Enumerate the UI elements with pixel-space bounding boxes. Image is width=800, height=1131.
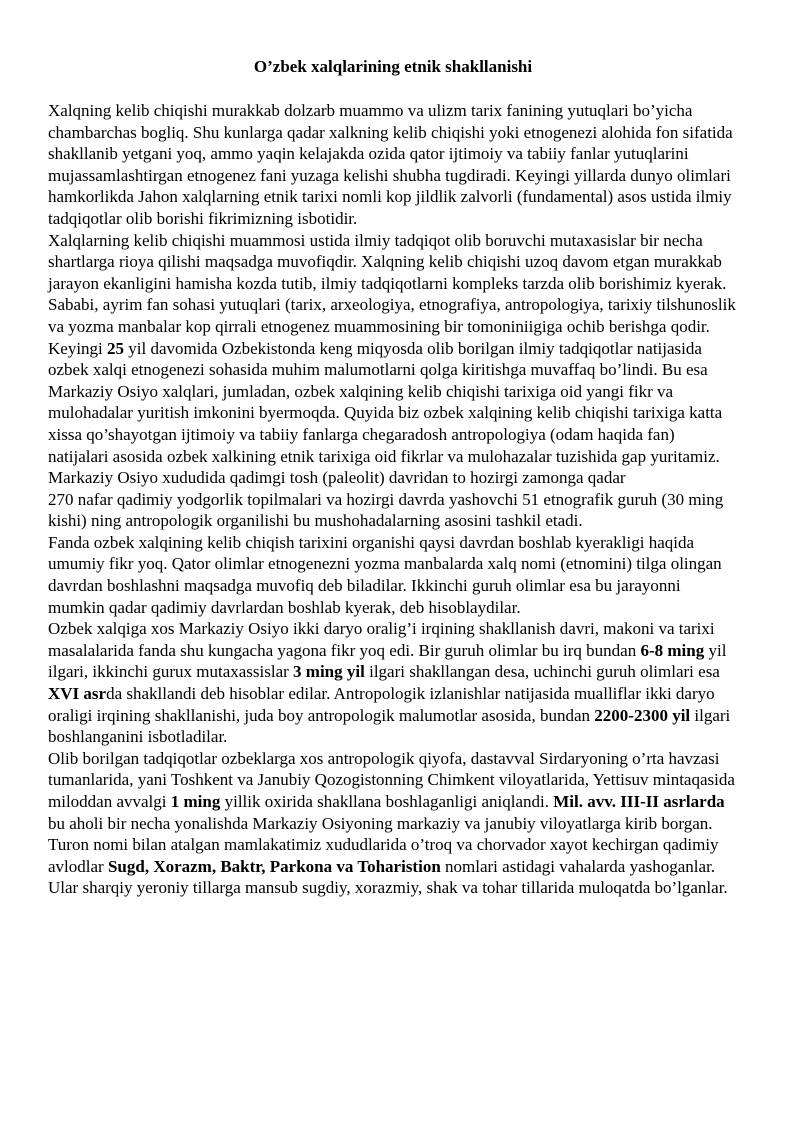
bold-text: 1 ming: [170, 792, 221, 811]
text-run: yillik oxirida shakllana boshlaganligi aniqlandi.: [220, 792, 554, 811]
paragraph: [48, 467, 738, 532]
text-run: bu aholi bir necha yonalishda Markaziy Osiyoning markaziy va janubiy viloyatlarga kirib borgan.: [48, 813, 713, 833]
text-run: Olib borilgan tadqiqotlar ozbeklarga xos antropologik qiyofa, dastavval Sirdaryoning o’rta havzasi tumanlarida, yani Toshkent va Janubiy Qozogistonning Chimkent viloyatlarida, Yettisuv mintaqasida miloddan avvalgi: [48, 748, 735, 811]
text-run: Ozbek xalqiga xos Markaziy Osiyo ikki daryo oralig’i irqining shakllanish davri, makoni va tarixi masalalarida fanda shu kungacha yagona fikr yoq edi. Bir guruh olimlar bu irq bundan: [48, 619, 715, 660]
text-run: Keyingi: [48, 338, 108, 358]
bold-text: 25: [107, 338, 125, 358]
text-run: yil ilgari, ikkinchi gurux mutaxassislar: [48, 640, 727, 682]
paragraph: [48, 834, 738, 899]
paragraph: [48, 618, 738, 748]
paragraph: [48, 532, 738, 618]
text-run: yil davomida Ozbekistonda keng miqyosda olib borilgan ilmiy tadqiqotlar natijasida ozbek xalqi etnogenezi sohasida muhim malumotlarni qolga kiritishga muvaffaq bo’lindi. Bu esa Markaziy Osiyo xalqlari, jumladan, ozbek xalqining kelib chiqishi tarixiga oid yangi fikr va mulohadalar yuritish imkonini byermoqda. Quyida biz ozbek xalqining kelib chiqishi tarixiga katta xissa qo’shayotgan ijtimoiy va tabiiy fanlarga chegaradosh antropologiya (odam haqida fan) natijalari asosida ozbek xalkining etnik tarixiga oid fikrlar va mulohazalar tuzishida gap yuritamiz.: [48, 338, 723, 466]
text-run: Fanda ozbek xalqining kelib chiqish tarixini organishi qaysi davrdan boshlab kyerakligi haqida umumiy fikr yoq. Qator olimlar etnogenezni yozma manbalarda xalq nomi (etnomini) tilga olingan davrdan boshlashni maqsadga muvofiq deb biladilar. Ikkinchi guruh olimlar esa bu jarayonni mumkin qadar qadimiy davrlardan boshlab kyerak, deb hisoblaydilar.: [48, 532, 722, 617]
bold-text: 3 ming yil: [293, 662, 365, 682]
text-run: nomlari astidagi vahalarda yashoganlar. Ular sharqiy yeroniy tillarga mansub sugdiy, xorazmiy, shak va tohar tillarida muloqatda bo’lganlar.: [48, 856, 728, 898]
paragraph: [48, 338, 738, 468]
bold-text: 6-8 ming: [640, 640, 705, 660]
paragraph: [48, 100, 738, 230]
bold-text: Sugd, Xorazm, Baktr, Parkona va Toharistion: [107, 856, 441, 876]
document-body: [48, 100, 738, 899]
bold-text: XVI asr: [48, 684, 107, 704]
text-run: Markaziy Osiyo xududida qadimgi tosh (paleolit) davridan to hozirgi zamonga qadar 270 nafar qadimiy yodgorlik topilmalari va hozirgi davrda yashovchi 51 etnografik guruh (30 ming kishi) ning antropologik organilishi bu mushohadalarning asosini tashkil etadi.: [48, 468, 724, 531]
text-run: Turon nomi bilan atalgan mamlakatimiz xududlarida o’troq va chorvador xayot kechirgan qadimiy avlodlar: [48, 835, 719, 876]
paragraph: [48, 230, 738, 338]
bold-text: Mil. avv. III-II asrlarda: [553, 792, 725, 811]
document-page: [48, 56, 738, 899]
bold-text: 2200-2300 yil: [594, 705, 691, 725]
text-run: da shakllandi deb hisoblar edilar. Antropologik izlanishlar natijasida mualliflar ikki daryo oraligi irqining shakllanishi, juda boy antropologik malumotlar asosida, bundan: [48, 684, 715, 725]
text-run: Xalqlarning kelib chiqishi muammosi ustida ilmiy tadqiqot olib boruvchi mutaxasislar bir necha shartlarga rioya qilishi maqsadga muvofiqdir. Xalqning kelib chiqishi uzoq davom etgan murakkab jarayon ekanligini hamisha kozda tutib, ilmiy tadqiqotlarni kompleks tarzda olib borishimiz kyerak. Sababi, ayrim fan sohasi yutuqlari (tarix, arxeologiya, etnografiya, antropologiya, tarixiy tilshunoslik va yozma manbalar kop qirrali etnogenez muammosining bir tomoniniigiga ochib berishga qodir.: [48, 230, 736, 336]
text-run: Xalqning kelib chiqishi murakkab dolzarb muammo va ulizm tarix fanining yutuqlari bo’yicha chambarchas bogliq. Shu kunlarga qadar xalkning kelib chiqishi yoki etnogenezi alohida fon sifatida shakllanib yetgani yoq, ammo yaqin kelajakda ozida qator ijtimoiy va tabiiy fanlar yutuqlarini mujassamlashtirgan etnogenez fani yuzaga kelishi shubha tugdiradi. Keyingi yillarda dunyo olimlari hamkorlikda Jahon xalqlarning etnik tarixi nomli kop jildlik zalvorli (fundamental) asos ustida ilmiy tadqiqotlar olib borishi fikrimizning isbotidir.: [48, 101, 733, 228]
text-run: ilgari boshlanganini isbotladilar.: [48, 705, 731, 747]
document-title: O’zbek xalqlarining etnik shakllanishi: [253, 57, 533, 76]
text-run: ilgari shakllangan desa, uchinchi guruh olimlari esa: [364, 662, 720, 682]
paragraph: [48, 748, 738, 834]
